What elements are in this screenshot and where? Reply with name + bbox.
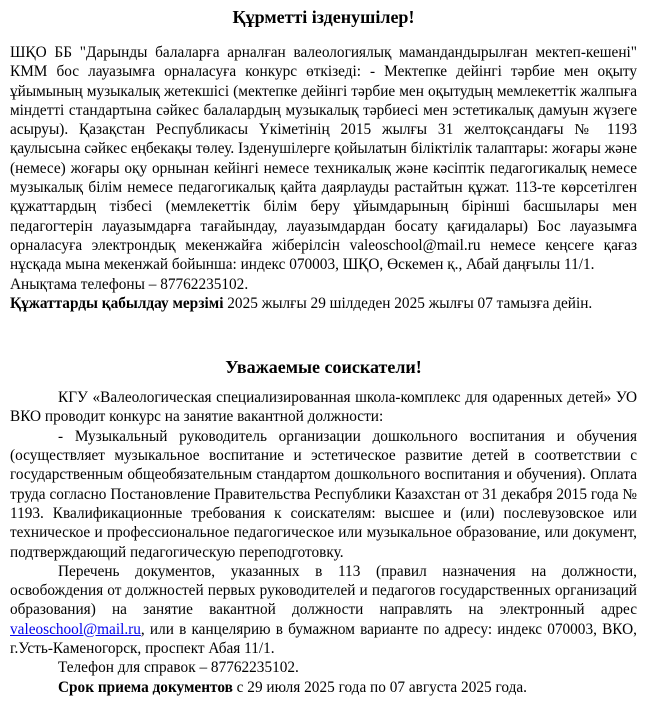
russian-intro: КГУ «Валеологическая специализированная школа-комплекс для одаренных детей» УО ВКО проводит конкурс на занятие вакантной должности: (10, 389, 637, 426)
email-link[interactable]: valeoschool@mail.ru (10, 620, 141, 638)
russian-documents (10, 562, 637, 658)
russian-deadline-label: Срок приема документов (58, 678, 233, 696)
kazakh-deadline (10, 294, 637, 313)
kazakh-deadline-text: 2025 жылғы 29 шілдеден 2025 жылғы 07 тамызға дейін. (223, 294, 593, 312)
russian-documents-text: Перечень документов, указанных в 113 (правил назначения на должности, освобождения от должностей первых руководителей и педагогов государственных организаций образования) на занятие вакантной должности направлять на электронный адрес (10, 562, 637, 619)
russian-documents-address: , или в канцелярию в бумажном варианте по адресу: индекс 070003, ВКО, г.Усть-Каменогорск, проспект Абая 11/1. (10, 620, 637, 658)
russian-phone: Телефон для справок – 87762235102. (58, 659, 299, 677)
kazakh-section (10, 43, 637, 313)
russian-deadline-text: с 29 июля 2025 года по 07 августа 2025 года. (232, 678, 527, 696)
kazakh-deadline-label: Құжаттарды қабылдау мерзімі (10, 294, 224, 312)
kazakh-title: Құрметті ізденушілер! (232, 7, 415, 27)
russian-position: - Музыкальный руководитель организации дошкольного воспитания и обучения (осуществляет музыкальное воспитание и эстетическое развитие детей в соответствии с государственным общеобязательным стандартом дошкольного воспитания и обучения). Оплата труда согласно Постановление Правительства Республики Казахстан от 31 декабря 2015 года № 1193. Квалификационные требования к соискателям: высшее и (или) послевузовское или техническое и профессиональное педагогическое или музыкальное образование, или документ, подтверждающий педагогическую переподготовку. (10, 427, 637, 561)
kazakh-phone: Анықтама телефоны – 87762235102. (10, 275, 249, 293)
russian-title: Уважаемые соискатели! (225, 357, 422, 378)
russian-section (10, 388, 637, 697)
russian-deadline (10, 678, 637, 697)
kazakh-body: ШҚО ББ "Дарынды балаларға арналған валеологиялық мамандандырылған мектеп-кешені" КММ бос лауазымға орналасуға конкурс өткізеді: - Мектепке дейінгі тәрбие мен оқыту ұйымының музыкалық жетекшісі (мектепке дейінгі тәрбие мен оқытудың мемлекеттік жалпыға міндетті стандартына сәйкес балалардың музыкалық тәрбиесі мен эстетикалық дамуын жүзеге асыруы). Қазақстан Республикасы Үкіметінің 2015 жылғы 31 желтоқсандағы № 1193 қаулысына сәйкес еңбекақы төлеу. Ізденушілерге қойылатын біліктілік талаптары: жоғары және (немесе) жоғары оқу орнынан кейінгі немесе техникалық және кәсіптік педагогикалық немесе музыкалық білім немесе педагогикалық қайта даярлауды растайтын құжат. 113-те көрсетілген құжаттардың тізбесі (мемлекеттік білім беру ұйымдарының бірінші басшылары мен педагогтерін лауазымдарға тағайындау, лауазымдардан босату қағидалары) Бос лауазымға орналасуға электрондық мекенжайға жіберілсін valeoschool@mail.ru немесе кеңсеге қағаз нұсқада мына мекенжай бойынша: индекс 070003, ШҚО, Өскемен қ., Абай даңғылы 11/1. (10, 44, 637, 274)
